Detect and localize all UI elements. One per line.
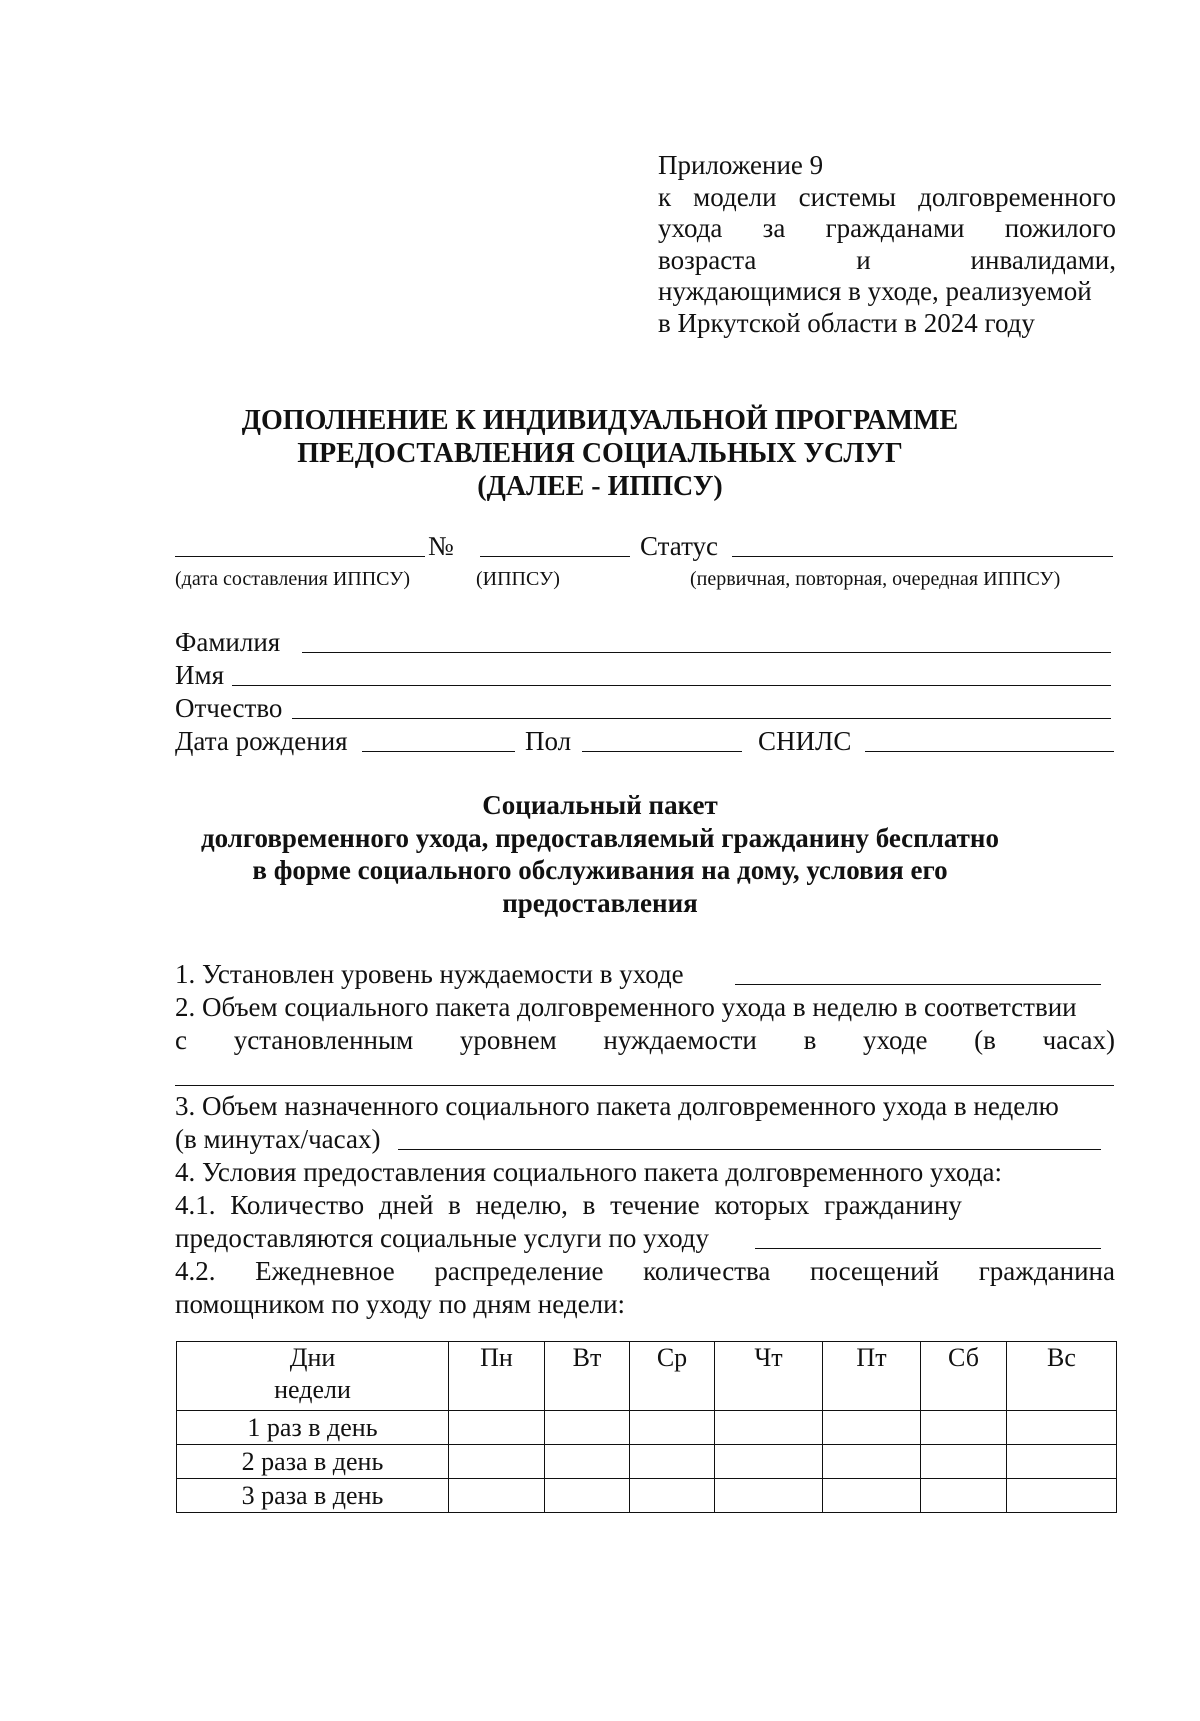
table-cell[interactable] bbox=[449, 1479, 545, 1513]
table-cell[interactable] bbox=[823, 1411, 921, 1445]
need-level-field-blank[interactable] bbox=[735, 984, 1101, 985]
table-cell[interactable] bbox=[715, 1479, 823, 1513]
table-cell[interactable] bbox=[630, 1479, 715, 1513]
status-label: Статус bbox=[640, 531, 718, 561]
word: Ежедневное bbox=[255, 1256, 395, 1286]
word: распределение bbox=[434, 1256, 604, 1286]
day-header-cell: Вс bbox=[1007, 1342, 1117, 1411]
row-label-cell: 1 раз в день bbox=[177, 1411, 449, 1445]
item-4-2-line-1 bbox=[175, 1255, 1115, 1287]
ippsu-number-blank[interactable] bbox=[480, 556, 630, 557]
item-3-text: 3. Объем назначенного социального пакета долговременного ухода в неделю bbox=[175, 1091, 1059, 1121]
item-2-line-2 bbox=[175, 1024, 1115, 1056]
word: в bbox=[803, 1025, 817, 1055]
assigned-volume-field-blank[interactable] bbox=[398, 1149, 1101, 1150]
table-cell[interactable] bbox=[921, 1411, 1007, 1445]
sex-field-blank[interactable] bbox=[582, 751, 742, 752]
word: гражданина bbox=[978, 1256, 1115, 1286]
table-cell[interactable] bbox=[823, 1445, 921, 1479]
word: уровнем bbox=[459, 1025, 557, 1055]
appendix-line: нуждающимися в уходе, реализуемой bbox=[658, 276, 1092, 306]
day-header-cell: Вт bbox=[545, 1342, 630, 1411]
table-cell[interactable] bbox=[715, 1411, 823, 1445]
table-cell[interactable] bbox=[449, 1411, 545, 1445]
word: за bbox=[762, 213, 786, 243]
table-header-row bbox=[177, 1342, 1117, 1411]
patronymic-label: Отчество bbox=[175, 693, 283, 723]
caption-number: (ИППСУ) bbox=[476, 568, 560, 590]
table-cell[interactable] bbox=[545, 1479, 630, 1513]
word: гражданами bbox=[825, 213, 965, 243]
item-2-text: 2. Объем социального пакета долговременного ухода в неделю в соответствии bbox=[175, 992, 1077, 1022]
day-header-cell: Сб bbox=[921, 1342, 1007, 1411]
caption-status: (первичная, повторная, очередная ИППСУ) bbox=[690, 568, 1061, 590]
patronymic-field-blank[interactable] bbox=[292, 718, 1111, 719]
item-4-text: 4. Условия предоставления социального пакета долговременного ухода: bbox=[175, 1157, 1002, 1187]
section-line: предоставления bbox=[502, 887, 698, 918]
days-per-week-field-blank[interactable] bbox=[755, 1248, 1101, 1249]
table-cell[interactable] bbox=[1007, 1411, 1117, 1445]
table-cell[interactable] bbox=[823, 1479, 921, 1513]
appendix-line bbox=[658, 182, 1116, 214]
sex-label: Пол bbox=[525, 726, 572, 756]
word: (в bbox=[974, 1025, 996, 1055]
table-cell[interactable] bbox=[1007, 1445, 1117, 1479]
word: установленным bbox=[233, 1025, 414, 1055]
document-title bbox=[0, 404, 1200, 503]
appendix-line bbox=[658, 245, 1116, 277]
status-field-blank[interactable] bbox=[732, 556, 1113, 557]
item-1-text: 1. Установлен уровень нуждаемости в уходе bbox=[175, 959, 684, 989]
table-cell[interactable] bbox=[449, 1445, 545, 1479]
row-label-cell: 3 раза в день bbox=[177, 1479, 449, 1513]
table-cell[interactable] bbox=[545, 1411, 630, 1445]
table-cell[interactable] bbox=[921, 1445, 1007, 1479]
table-row bbox=[177, 1411, 1117, 1445]
birthdate-label: Дата рождения bbox=[175, 726, 348, 756]
surname-label: Фамилия bbox=[175, 627, 281, 657]
title-line: ПРЕДОСТАВЛЕНИЯ СОЦИАЛЬНЫХ УСЛУГ bbox=[297, 438, 903, 469]
table-row bbox=[177, 1445, 1117, 1479]
table-cell[interactable] bbox=[545, 1445, 630, 1479]
caption-date: (дата составления ИППСУ) bbox=[175, 568, 411, 590]
day-header-cell: Ср bbox=[630, 1342, 715, 1411]
title-line: (ДАЛЕЕ - ИППСУ) bbox=[477, 471, 723, 502]
visit-schedule-table bbox=[176, 1341, 1117, 1513]
item-3-text-line-2: (в минутах/часах) bbox=[175, 1124, 381, 1154]
table-row bbox=[177, 1479, 1117, 1513]
corner-line: недели bbox=[274, 1375, 351, 1404]
table-cell[interactable] bbox=[630, 1411, 715, 1445]
word: нуждаемости bbox=[603, 1025, 757, 1055]
item-4-2-text-line-2: помощником по уходу по дням недели: bbox=[175, 1289, 626, 1319]
day-header-cell: Пн bbox=[449, 1342, 545, 1411]
word: часах) bbox=[1042, 1025, 1115, 1055]
corner-line: Дни bbox=[289, 1343, 336, 1372]
section-heading bbox=[0, 789, 1200, 919]
word: инвалидами, bbox=[970, 244, 1116, 275]
appendix-line bbox=[658, 213, 1116, 245]
word: возраста bbox=[658, 244, 757, 275]
table-cell[interactable] bbox=[921, 1479, 1007, 1513]
word: посещений bbox=[810, 1256, 940, 1286]
table-cell[interactable] bbox=[715, 1445, 823, 1479]
day-header-cell: Чт bbox=[715, 1342, 823, 1411]
appendix-line: Приложение 9 bbox=[658, 150, 824, 180]
section-line: в форме социального обслуживания на дому, условия его bbox=[252, 855, 948, 885]
appendix-reference bbox=[658, 150, 1116, 339]
snils-label: СНИЛС bbox=[758, 726, 852, 756]
weekly-volume-field-blank[interactable] bbox=[175, 1085, 1114, 1086]
snils-field-blank[interactable] bbox=[865, 751, 1114, 752]
word: количества bbox=[643, 1256, 771, 1286]
table-cell[interactable] bbox=[630, 1445, 715, 1479]
table-corner-cell bbox=[177, 1342, 449, 1411]
word: и bbox=[856, 244, 871, 275]
word: уходе bbox=[863, 1025, 928, 1055]
item-4-1-text-line-2: предоставляются социальные услуги по уходу bbox=[175, 1223, 710, 1253]
number-sign: № bbox=[428, 531, 454, 561]
section-line: долговременного ухода, предоставляемый гражданину бесплатно bbox=[200, 822, 999, 853]
word: системы bbox=[798, 181, 897, 212]
date-field-blank[interactable] bbox=[175, 556, 425, 557]
word: с bbox=[175, 1025, 187, 1055]
surname-field-blank[interactable] bbox=[302, 652, 1111, 653]
word: модели bbox=[693, 181, 777, 212]
word: 4.2. bbox=[175, 1256, 216, 1286]
birthdate-field-blank[interactable] bbox=[362, 751, 515, 752]
day-header-cell: Пт bbox=[823, 1342, 921, 1411]
word: долговременного bbox=[918, 181, 1116, 212]
item-4-1-text: 4.1. Количество дней в неделю, в течение которых гражданину bbox=[175, 1190, 962, 1220]
section-line: Социальный пакет bbox=[482, 790, 718, 820]
appendix-line: в Иркутской области в 2024 году bbox=[658, 307, 1035, 338]
row-label-cell: 2 раза в день bbox=[177, 1445, 449, 1479]
title-line: ДОПОЛНЕНИЕ К ИНДИВИДУАЛЬНОЙ ПРОГРАММЕ bbox=[241, 405, 959, 436]
name-label: Имя bbox=[175, 660, 225, 690]
word: ухода bbox=[658, 213, 723, 243]
word: к bbox=[658, 181, 672, 212]
word: пожилого bbox=[1004, 213, 1116, 243]
name-field-blank[interactable] bbox=[232, 685, 1111, 686]
table-cell[interactable] bbox=[1007, 1479, 1117, 1513]
